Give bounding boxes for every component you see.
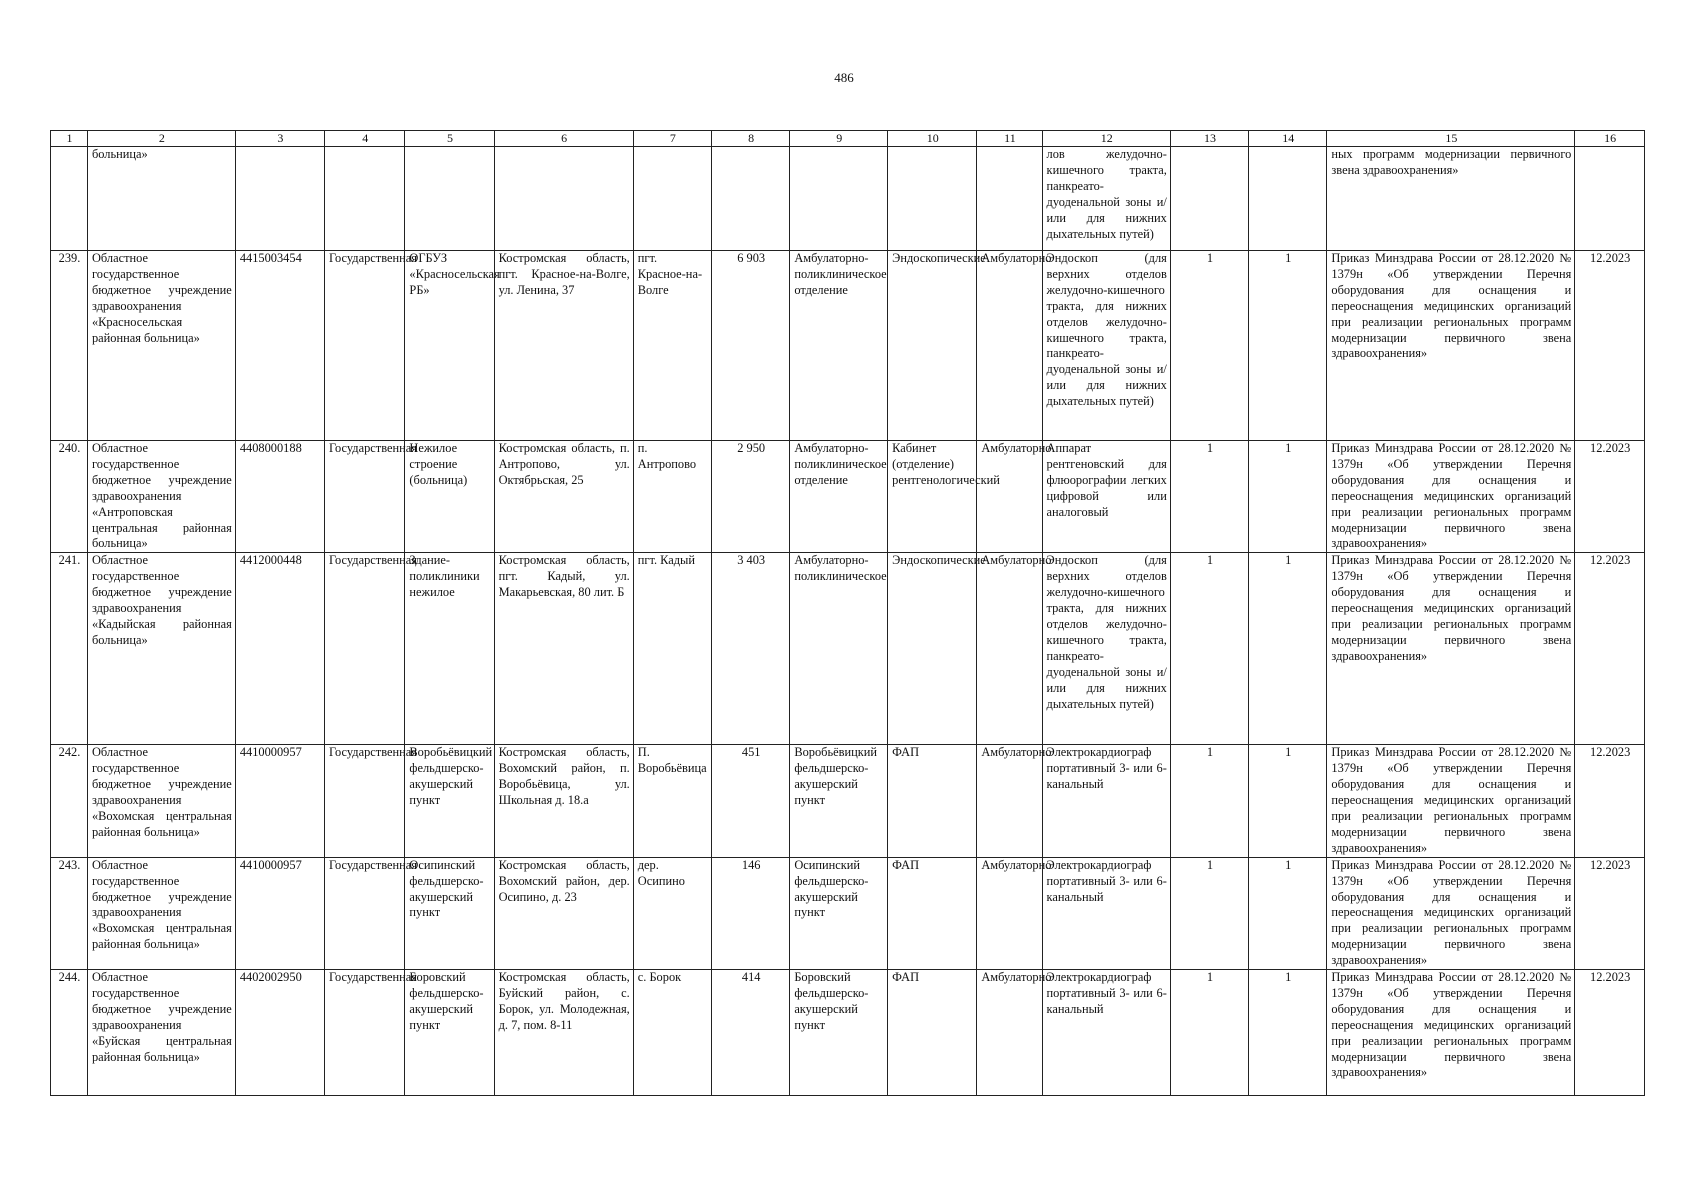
quantity-a: 1: [1170, 251, 1248, 441]
care-form: Амбулаторно: [977, 251, 1042, 441]
organization-name: Областное государственное бюджетное учреждение здравоохранения «Буйская центральная районная больница»: [87, 970, 235, 1096]
column-header: 12: [1042, 131, 1170, 147]
legal-basis: Приказ Минздрава России от 28.12.2020 № 1379н «Об утверждении Перечня оборудования для оснащения и переоснащения медицинских организаций при реализации региональных программ модернизации первичного звена здравоохранения»: [1327, 251, 1575, 441]
column-header: 11: [977, 131, 1042, 147]
department: [790, 147, 888, 251]
quantity-a: 1: [1170, 553, 1248, 745]
inn: 4415003454: [235, 251, 324, 441]
deadline: 12.2023: [1575, 441, 1645, 553]
ownership-form: [324, 147, 404, 251]
ownership-form: Государственная: [324, 441, 404, 553]
department: Воробьёвицкий фельдшерско-акушерский пункт: [790, 745, 888, 857]
equipment-table: [50, 130, 1645, 1096]
quantity-b: 1: [1249, 441, 1327, 553]
settlement: [633, 147, 711, 251]
organization-name: Областное государственное бюджетное учреждение здравоохранения «Вохомская центральная районная больница»: [87, 857, 235, 969]
population: 414: [712, 970, 790, 1096]
address: Костромская область, п. Антропово, ул. Октябрьская, 25: [494, 441, 633, 553]
unit-type: [888, 147, 977, 251]
care-form: Амбулаторно: [977, 970, 1042, 1096]
settlement: пгт. Кадый: [633, 553, 711, 745]
equipment: Электрокардиограф портативный 3- или 6-канальный: [1042, 745, 1170, 857]
table-row: [51, 553, 1645, 745]
column-header: 14: [1249, 131, 1327, 147]
address: Костромская область, Буйский район, с. Борок, ул. Молодежная, д. 7, пом. 8-11: [494, 970, 633, 1096]
building: Здание-поликлиники нежилое: [405, 553, 494, 745]
building: Воробьёвицкий фельдшерско-акушерский пункт: [405, 745, 494, 857]
settlement: П. Воробьёвица: [633, 745, 711, 857]
table-row: [51, 745, 1645, 857]
column-header: 6: [494, 131, 633, 147]
quantity-a: 1: [1170, 970, 1248, 1096]
population: 2 950: [712, 441, 790, 553]
organization-name: Областное государственное бюджетное учреждение здравоохранения «Красносельская районная больница»: [87, 251, 235, 441]
inn: 4408000188: [235, 441, 324, 553]
address: Костромская область, Вохомский район, дер. Осипино, д. 23: [494, 857, 633, 969]
inn: 4410000957: [235, 857, 324, 969]
quantity-b: 1: [1249, 970, 1327, 1096]
inn: 4412000448: [235, 553, 324, 745]
equipment: Электрокардиограф портативный 3- или 6-канальный: [1042, 857, 1170, 969]
unit-type: Эндоскопические: [888, 251, 977, 441]
equipment: Аппарат рентгеновский для флюорографии легких цифровой или аналоговый: [1042, 441, 1170, 553]
unit-type: Эндоскопические: [888, 553, 977, 745]
column-header: 2: [87, 131, 235, 147]
population: 451: [712, 745, 790, 857]
department: Амбулаторно-поликлиническое: [790, 553, 888, 745]
column-header: 4: [324, 131, 404, 147]
ownership-form: Государственная: [324, 553, 404, 745]
quantity-a: 1: [1170, 857, 1248, 969]
legal-basis: Приказ Минздрава России от 28.12.2020 № 1379н «Об утверждении Перечня оборудования для оснащения и переоснащения медицинских организаций при реализации региональных программ модернизации первичного звена здравоохранения»: [1327, 970, 1575, 1096]
equipment: лов желудочно-кишечного тракта, панкреато-дуоденальной зоны и/или для нижних дыхательных путей): [1042, 147, 1170, 251]
address: Костромская область, пгт. Красное-на-Волге, ул. Ленина, 37: [494, 251, 633, 441]
row-number: 240.: [51, 441, 88, 553]
department: Амбулаторно-поликлиническое отделение: [790, 251, 888, 441]
quantity-b: 1: [1249, 251, 1327, 441]
ownership-form: Государственная: [324, 745, 404, 857]
legal-basis: Приказ Минздрава России от 28.12.2020 № 1379н «Об утверждении Перечня оборудования для оснащения и переоснащения медицинских организаций при реализации региональных программ модернизации первичного звена здравоохранения»: [1327, 857, 1575, 969]
organization-name: Областное государственное бюджетное учреждение здравоохранения «Кадыйская районная больница»: [87, 553, 235, 745]
quantity-b: 1: [1249, 745, 1327, 857]
population: 6 903: [712, 251, 790, 441]
quantity-a: 1: [1170, 745, 1248, 857]
inn: [235, 147, 324, 251]
row-number: 242.: [51, 745, 88, 857]
column-header: 16: [1575, 131, 1645, 147]
row-number: 243.: [51, 857, 88, 969]
building: Нежилое строение (больница): [405, 441, 494, 553]
quantity-b: 1: [1249, 857, 1327, 969]
column-header: 15: [1327, 131, 1575, 147]
page-number: 486: [834, 70, 854, 85]
table-row: [51, 970, 1645, 1096]
column-header: 1: [51, 131, 88, 147]
care-form: Амбулаторно: [977, 745, 1042, 857]
building: ОГБУЗ «Красносельская РБ»: [405, 251, 494, 441]
column-header: 8: [712, 131, 790, 147]
deadline: 12.2023: [1575, 970, 1645, 1096]
legal-basis: Приказ Минздрава России от 28.12.2020 № 1379н «Об утверждении Перечня оборудования для оснащения и переоснащения медицинских организаций при реализации региональных программ модернизации первичного звена здравоохранения»: [1327, 745, 1575, 857]
care-form: [977, 147, 1042, 251]
building: Боровский фельдшерско-акушерский пункт: [405, 970, 494, 1096]
row-number: 244.: [51, 970, 88, 1096]
quantity-a: 1: [1170, 441, 1248, 553]
inn: 4402002950: [235, 970, 324, 1096]
organization-name: Областное государственное бюджетное учреждение здравоохранения «Вохомская центральная районная больница»: [87, 745, 235, 857]
column-header: 3: [235, 131, 324, 147]
inn: 4410000957: [235, 745, 324, 857]
row-number: 241.: [51, 553, 88, 745]
legal-basis: ных программ модернизации первичного звена здравоохранения»: [1327, 147, 1575, 251]
unit-type: Кабинет (отделение) рентгенологический: [888, 441, 977, 553]
care-form: Амбулаторно: [977, 857, 1042, 969]
address: [494, 147, 633, 251]
building: [405, 147, 494, 251]
address: Костромская область, пгт. Кадый, ул. Макарьевская, 80 лит. Б: [494, 553, 633, 745]
department: Осипинский фельдшерско-акушерский пункт: [790, 857, 888, 969]
unit-type: ФАП: [888, 970, 977, 1096]
header-row: [51, 131, 1645, 147]
legal-basis: Приказ Минздрава России от 28.12.2020 № 1379н «Об утверждении Перечня оборудования для оснащения и переоснащения медицинских организаций при реализации региональных программ модернизации первичного звена здравоохранения»: [1327, 441, 1575, 553]
organization-name: больница»: [87, 147, 235, 251]
address: Костромская область, Вохомский район, п. Воробьёвица, ул. Школьная д. 18.а: [494, 745, 633, 857]
settlement: дер. Осипино: [633, 857, 711, 969]
settlement: п. Антропово: [633, 441, 711, 553]
row-number: [51, 147, 88, 251]
row-number: 239.: [51, 251, 88, 441]
settlement: с. Борок: [633, 970, 711, 1096]
table-row: [51, 441, 1645, 553]
ownership-form: Государственная: [324, 857, 404, 969]
department: Амбулаторно-поликлиническое отделение: [790, 441, 888, 553]
quantity-b: [1249, 147, 1327, 251]
column-header: 10: [888, 131, 977, 147]
deadline: 12.2023: [1575, 745, 1645, 857]
unit-type: ФАП: [888, 745, 977, 857]
column-header: 13: [1170, 131, 1248, 147]
deadline: 12.2023: [1575, 251, 1645, 441]
building: Осипинский фельдшерско-акушерский пункт: [405, 857, 494, 969]
care-form: Амбулаторно: [977, 441, 1042, 553]
population: 146: [712, 857, 790, 969]
deadline: 12.2023: [1575, 553, 1645, 745]
ownership-form: Государственная: [324, 251, 404, 441]
ownership-form: Государственная: [324, 970, 404, 1096]
settlement: пгт. Красное-на-Волге: [633, 251, 711, 441]
quantity-b: 1: [1249, 553, 1327, 745]
equipment: Эндоскоп (для верхних отделов желудочно-кишечного тракта, для нижних отделов желудочно-кишечного тракта, панкреато-дуоденальной зоны и/или для нижних дыхательных путей): [1042, 553, 1170, 745]
legal-basis: Приказ Минздрава России от 28.12.2020 № 1379н «Об утверждении Перечня оборудования для оснащения и переоснащения медицинских организаций при реализации региональных программ модернизации первичного звена здравоохранения»: [1327, 553, 1575, 745]
table-row: [51, 857, 1645, 969]
column-header: 5: [405, 131, 494, 147]
care-form: Амбулаторно: [977, 553, 1042, 745]
deadline: 12.2023: [1575, 857, 1645, 969]
column-header: 9: [790, 131, 888, 147]
table-row: [51, 251, 1645, 441]
department: Боровский фельдшерско-акушерский пункт: [790, 970, 888, 1096]
population: 3 403: [712, 553, 790, 745]
column-header: 7: [633, 131, 711, 147]
organization-name: Областное государственное бюджетное учреждение здравоохранения «Антроповская центральная районная больница»: [87, 441, 235, 553]
table-row: [51, 147, 1645, 251]
equipment: Эндоскоп (для верхних отделов желудочно-кишечного тракта, для нижних отделов желудочно-кишечного тракта, панкреато-дуоденальной зоны и/или для нижних дыхательных путей): [1042, 251, 1170, 441]
population: [712, 147, 790, 251]
unit-type: ФАП: [888, 857, 977, 969]
equipment: Электрокардиограф портативный 3- или 6-канальный: [1042, 970, 1170, 1096]
deadline: [1575, 147, 1645, 251]
quantity-a: [1170, 147, 1248, 251]
